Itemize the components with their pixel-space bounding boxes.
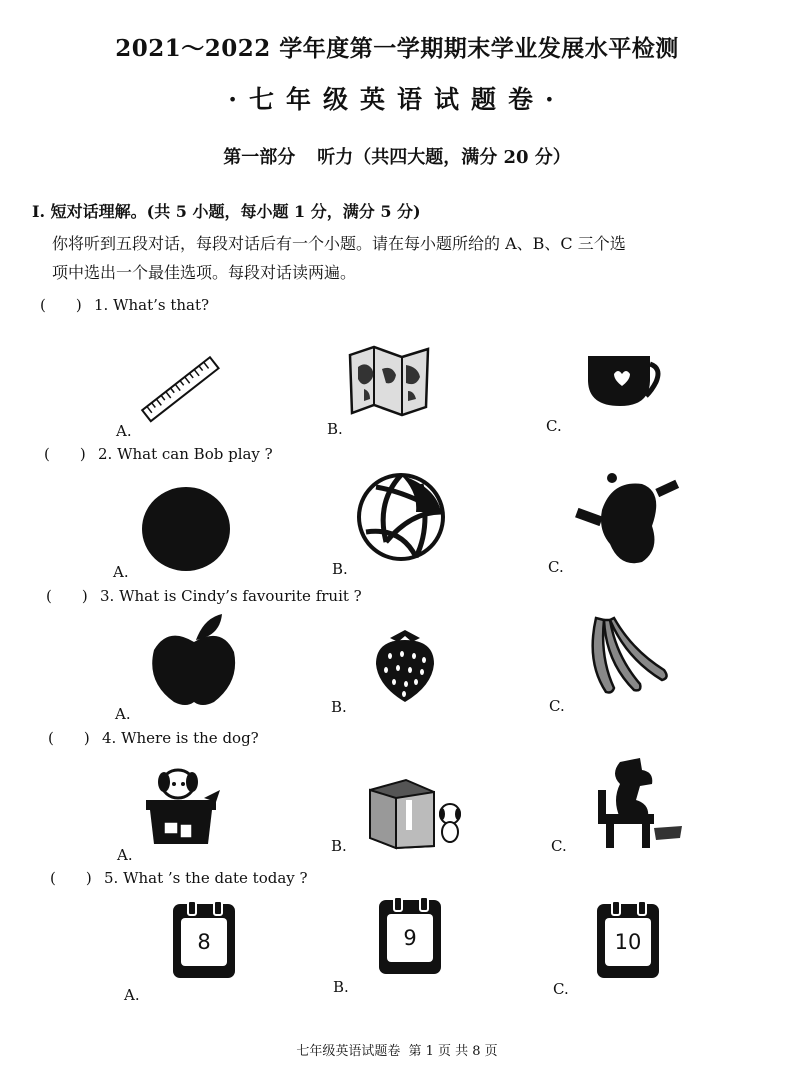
- option-c[interactable]: C.: [551, 837, 567, 855]
- calendar-ring: [187, 900, 197, 916]
- apple-icon: [148, 612, 240, 708]
- option-c[interactable]: C.: [548, 558, 564, 576]
- footer-page-number: 第 1 页 共 8 页: [408, 1044, 498, 1059]
- option-c[interactable]: C.: [549, 697, 565, 715]
- option-a[interactable]: A.: [115, 705, 131, 723]
- question-text: 1. What’s that?: [94, 296, 210, 314]
- answer-blank[interactable]: ( ): [46, 587, 88, 605]
- instruction-line: 你将听到五段对话，每段对话后有一个小题。请在每小题所给的 A、B、C 三个选: [52, 234, 626, 253]
- calendar-number: 9: [387, 914, 433, 962]
- footer-exam-name: 七年级英语试题卷: [296, 1044, 401, 1059]
- dog-on-chair-icon: [590, 756, 686, 852]
- question-text: 4. Where is the dog?: [102, 729, 259, 747]
- answer-blank[interactable]: ( ): [48, 729, 90, 747]
- question-5: [50, 867, 308, 888]
- answer-blank[interactable]: ( ): [40, 296, 82, 314]
- ping-pong-paddle-icon: [572, 470, 682, 570]
- option-b[interactable]: B.: [331, 837, 347, 855]
- part-heading: [0, 143, 794, 169]
- calendar-icon: [173, 904, 235, 978]
- option-a[interactable]: A.: [116, 422, 132, 440]
- option-a[interactable]: A.: [117, 846, 133, 864]
- section-heading: I. 短对话理解。(共 5 小题，每小题 1 分，满分 5 分): [32, 202, 421, 221]
- option-b[interactable]: B.: [333, 978, 349, 996]
- banana-icon: [586, 612, 670, 696]
- question-text: 2. What can Bob play ?: [98, 445, 273, 463]
- exam-title: 2021～2022 学年度第一学期期末学业发展水平检测: [115, 35, 679, 62]
- calendar-ring: [637, 900, 647, 916]
- option-c[interactable]: C.: [553, 980, 569, 998]
- option-b[interactable]: B.: [327, 420, 343, 438]
- dog-beside-box-icon: [366, 770, 466, 850]
- dog-in-box-icon: [136, 764, 226, 848]
- question-text: 3. What is Cindy’s favourite fruit ?: [100, 587, 362, 605]
- calendar-ring: [419, 896, 429, 912]
- calendar-icon: [379, 900, 441, 974]
- part-description: 听力（共四大题，满分 20 分）: [317, 147, 571, 168]
- volleyball-icon: [356, 472, 446, 562]
- option-b[interactable]: B.: [332, 560, 348, 578]
- ball-icon: [140, 485, 232, 573]
- calendar-number: 8: [181, 918, 227, 966]
- option-a[interactable]: A.: [113, 563, 129, 581]
- option-a[interactable]: A.: [124, 986, 140, 1004]
- instruction-line: 项中选出一个最佳选项。每段对话读两遍。: [52, 263, 357, 282]
- answer-blank[interactable]: ( ): [44, 445, 86, 463]
- calendar-icon: [597, 904, 659, 978]
- question-1: [40, 294, 209, 315]
- calendar-ring: [213, 900, 223, 916]
- part-label: 第一部分: [223, 147, 296, 168]
- ruler-icon: [136, 350, 226, 430]
- answer-blank[interactable]: ( ): [50, 869, 92, 887]
- calendar-number: 10: [605, 918, 651, 966]
- option-c[interactable]: C.: [546, 417, 562, 435]
- option-b[interactable]: B.: [331, 698, 347, 716]
- calendar-ring: [611, 900, 621, 916]
- map-icon: [346, 345, 432, 417]
- page-footer: [0, 1040, 794, 1059]
- question-text: 5. What ’s the date today ?: [104, 869, 308, 887]
- section-instructions: [52, 229, 732, 287]
- strawberry-icon: [374, 626, 436, 704]
- exam-subtitle: ·七年级英语试题卷·: [228, 85, 566, 114]
- question-3: [46, 585, 362, 606]
- question-4: [48, 727, 259, 748]
- calendar-ring: [393, 896, 403, 912]
- cup-icon: [584, 350, 662, 410]
- question-2: [44, 443, 273, 464]
